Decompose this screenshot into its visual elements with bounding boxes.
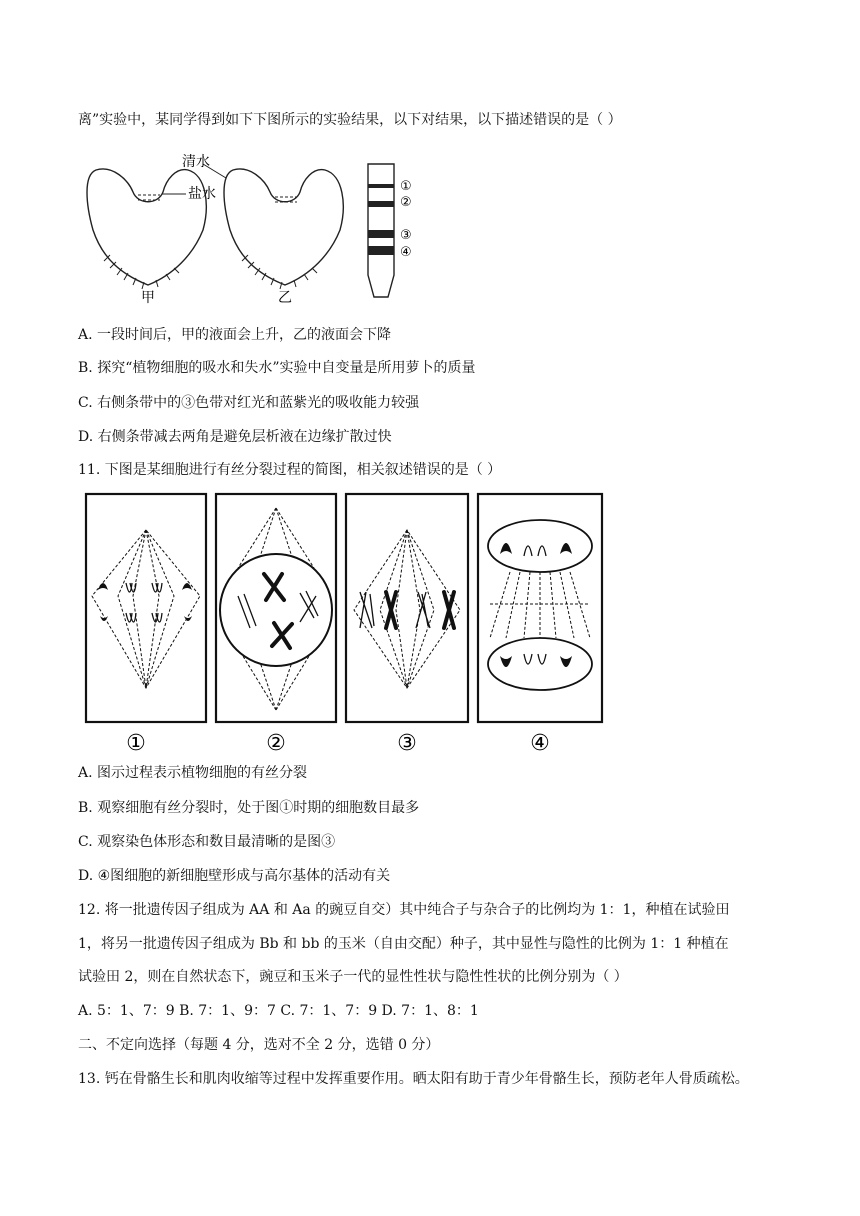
label-yi: 乙 bbox=[278, 290, 292, 306]
q11-option-c: C. 观察染色体形态和数目最清晰的是图③ bbox=[78, 834, 336, 850]
label-salt: 盐水 bbox=[188, 186, 216, 202]
panel-label-1: ① bbox=[126, 731, 146, 756]
band-label-2: ② bbox=[400, 195, 412, 210]
q12-line-2: 1，将另一批遗传因子组成为 Bb 和 bb 的玉米（自由交配）种子，其中显性与隐性的比例为 1：1 种植在 bbox=[78, 936, 729, 952]
q11-stem: 11. 下图是某细胞进行有丝分裂过程的简图，相关叙述错误的是（ ） bbox=[78, 462, 502, 478]
q10-intro: 离”实验中，某同学得到如下下图所示的实验结果，以下对结果，以下描述错误的是（ ） bbox=[78, 112, 622, 128]
q11-option-b: B. 观察细胞有丝分裂时，处于图①时期的细胞数目最多 bbox=[78, 800, 420, 816]
q12-line-3: 试验田 2，则在自然状态下，豌豆和玉米子一代的显性性状与隐性性状的比例分别为（ ） bbox=[78, 969, 628, 985]
q13-stem: 13. 钙在骨骼生长和肌肉收缩等过程中发挥重要作用。晒太阳有助于青少年骨骼生长，预防老年人骨质疏松。 bbox=[78, 1071, 749, 1087]
panel-label-4: ④ bbox=[530, 731, 550, 756]
label-jia: 甲 bbox=[141, 290, 155, 306]
q10-option-a: A. 一段时间后，甲的液面会上升，乙的液面会下降 bbox=[78, 327, 392, 343]
label-water: 清水 bbox=[182, 154, 210, 170]
q12-options: A. 5：1、7：9 B. 7：1、9：7 C. 7：1、7：9 D. 7：1、8：1 bbox=[78, 1003, 479, 1019]
q11-option-a: A. 图示过程表示植物细胞的有丝分裂 bbox=[78, 765, 308, 781]
section-2-heading: 二、不定向选择（每题 4 分，选对不全 2 分，选错 0 分） bbox=[78, 1037, 440, 1053]
band-label-1: ① bbox=[400, 179, 412, 194]
band-label-3: ③ bbox=[400, 228, 412, 243]
panel-label-3: ③ bbox=[397, 731, 417, 756]
mitosis-figure bbox=[78, 488, 608, 756]
radish-chromatography-figure bbox=[78, 150, 438, 310]
q10-option-b: B. 探究“植物细胞的吸水和失水”实验中自变量是所用萝卜的质量 bbox=[78, 360, 476, 376]
band-label-4: ④ bbox=[400, 245, 412, 260]
panel-label-2: ② bbox=[266, 731, 286, 756]
q10-option-d: D. 右侧条带减去两角是避免层析液在边缘扩散过快 bbox=[78, 429, 392, 445]
q12-line-1: 12. 将一批遗传因子组成为 AA 和 Aa 的豌豆自交）其中纯合子与杂合子的比例均为 1：1，种植在试验田 bbox=[78, 902, 730, 918]
q11-option-d: D. ④图细胞的新细胞壁形成与高尔基体的活动有关 bbox=[78, 868, 391, 884]
q10-option-c: C. 右侧条带中的③色带对红光和蓝紫光的吸收能力较强 bbox=[78, 395, 420, 411]
